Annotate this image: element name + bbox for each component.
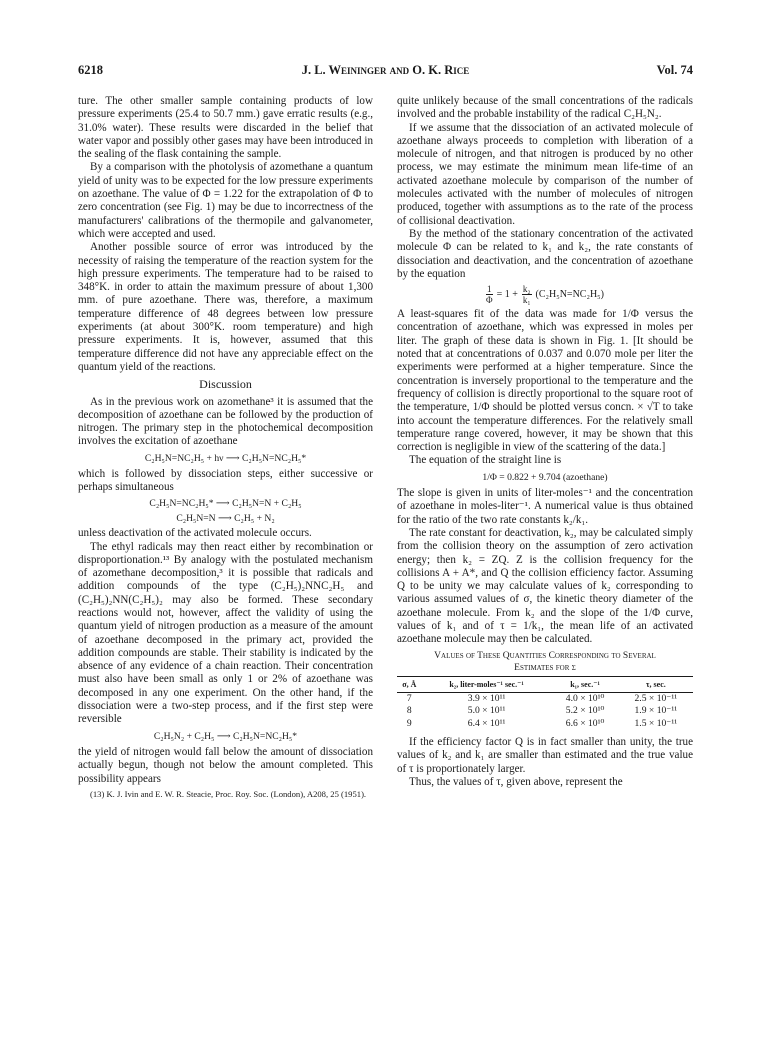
fraction-denominator: Φ [486, 295, 493, 306]
table-row [397, 692, 693, 705]
fraction-numerator: k₂ [522, 284, 531, 295]
volume-label: Vol. 74 [656, 63, 693, 77]
table-header: τ, sec. [619, 676, 693, 692]
equation-dissociation-2: C₂H₅N=N ⟶ C₂H₅ + N₂ [176, 512, 275, 524]
table-header-row [397, 676, 693, 692]
fraction-numerator: 1 [487, 284, 492, 295]
equation-stationary [397, 284, 693, 305]
table-cell: 3.9 × 10¹¹ [467, 692, 506, 704]
equation-dissociation-1: C₂H₅N=NC₂H₅* ⟶ C₂H₅N=N + C₂H₅ [149, 497, 302, 509]
table-header: σ, Å [397, 676, 422, 692]
paragraph: If the efficiency factor Q is in fact smaller than unity, the true values of k₂ and k₁ are smaller than estimated and the true value of τ is proportionately larger. [397, 736, 693, 775]
paragraph: which is followed by dissociation steps, either successive or perhaps simultaneous [78, 468, 373, 494]
table-cell: 7 [406, 692, 412, 704]
equation-rhs: (C₂H₅N=NC₂H₅) [535, 289, 604, 300]
running-header [78, 63, 693, 79]
paragraph: the yield of nitrogen would fall below the amount of dissociation actually begun, though not below the amount completed. This possibility appears [78, 745, 373, 785]
paragraph: Thus, the values of τ, given above, represent the [409, 775, 623, 788]
table-row [397, 705, 693, 717]
table-header: k₂, liter-moles⁻¹ sec.⁻¹ [422, 676, 552, 692]
table-caption-line: Estimates for σ [514, 662, 576, 673]
values-table [397, 676, 693, 731]
paragraph: The equation of the straight line is [409, 454, 562, 467]
table-cell: 6.4 × 10¹¹ [467, 717, 506, 729]
page-number: 6218 [78, 63, 103, 77]
paragraph: By the method of the stationary concentration of the activated molecule Φ can be related to k₁ and k₂, the rate constants of dissociation and deactivation, and the concentration of azoethane by the equation [397, 227, 693, 280]
paragraph: As in the previous work on azomethane³ it is assumed that the decomposition of azoethane can be followed by the production of nitrogen. The primary step in the photochemical decomposition involves the excitation of azoethane [78, 395, 373, 448]
table-cell: 8 [406, 705, 412, 717]
fraction-denominator: k₁ [522, 295, 531, 306]
table-cell: 1.5 × 10⁻¹¹ [634, 717, 678, 729]
paragraph: unless deactivation of the activated molecule occurs. [78, 527, 312, 540]
running-title: J. L. Weininger and O. K. Rice [301, 63, 470, 77]
table-caption-line: Values of These Quantities Corresponding to Several [434, 650, 656, 661]
equation-excitation: C₂H₅N=NC₂H₅ + hν ⟶ C₂H₅N=NC₂H₅* [144, 452, 307, 464]
paragraph: By a comparison with the photolysis of azomethane a quantum yield of unity was to be expected for the low pressure experiments on azoethane. The value of Φ = 1.22 for the extrapolation of Φ to zero concentration (see Fig. 1) may be due to incorrectness of the manufacturers' calibrations of the thermopile and galvanometer, which were accepted and used. [78, 161, 373, 240]
table-caption [397, 650, 693, 674]
table-cell: 5.2 × 10¹⁰ [565, 705, 605, 717]
footnote: (13) K. J. Ivin and E. W. R. Steacie, Proc. Roy. Soc. (London), A208, 25 (1951). [90, 788, 367, 799]
paragraph: ture. The other smaller sample containing products of low pressure experiments (25.4 to 50.7 mm.) gave erratic results (e.g., 31.0% water). These results were discarded in the belief that water vapor and possibly other gases may have been introduced in the sealing of the flask containing the sample. [78, 95, 373, 161]
table-cell: 2.5 × 10⁻¹¹ [634, 692, 678, 704]
left-column [78, 95, 373, 799]
right-column [397, 95, 693, 789]
table-cell: 9 [406, 717, 412, 729]
equation-straight-line: 1/Φ = 0.822 + 9.704 (azoethane) [482, 471, 608, 483]
section-heading: Discussion [199, 377, 252, 392]
paragraph: The rate constant for deactivation, k₂, may be calculated simply from the collision theory on the assumption of zero activation energy; then k₂ = ZQ. Z is the collision frequency for the collisions A + A*, and Q the collision efficiency factor. Assuming Q to be unity we may calculate values of k₂ corresponding to various assumed values of σ, the kinetic theory diameter of the azoethane molecule. From k₂ and the slope of the 1/Φ curve, values of k₁ and of τ = 1/k₁, the mean life of an activated azoethane molecule may then be calculated. [397, 526, 693, 646]
paragraph: A least-squares fit of the data was made for 1/Φ versus the concentration of azoethane, which was expressed in moles per liter. The graph of these data is shown in Fig. 1. [It should be noted that at concentrations of 0.037 and 0.070 mole per liter the experiments were performed at a higher temperature. Since the concentration is inversely proportional to the temperature and the frequency of collision is directly proportional to the square root of the temperature, 1/Φ should be plotted versus concn. × √T to take into account the temperature differences. For the relatively small temperature range covered, however, it may be shown that this correction is negligible in view of the scattering of the data.] [397, 308, 693, 454]
paragraph: The ethyl radicals may then react either by recombination or disproportionation.¹³ By analogy with the postulated mechanism of azomethane decomposition,³ it is possible that radicals and addition compounds of the type (C₂H₅)₂NNC₂H₅ and (C₂H₅)₂NN(C₂H₅)₂ may also be formed. These secondary reactions would not, however, affect the validity of using the quantum yield of nitrogen production as a measure of the amount of azoethane decomposed in the primary act, provided the addition compounds are stable. Their stability is indicated by the absence of any evidence of a chain reaction. Their concentration must also have been small as only 1 or 2% of azoethane was decomposed in any one experiment. On the other hand, if the dissociation were a two-step process, and if the first step were reversible [78, 540, 373, 726]
table-cell: 1.9 × 10⁻¹¹ [634, 705, 678, 717]
fraction-k2-over-k1 [522, 284, 532, 305]
paragraph: Another possible source of error was introduced by the necessity of raising the temperature of the reaction system for the high pressure experiments. The temperature had to be raised to 348°K. in order to attain the maximum pressure of about 1,300 mm. of pure azoethane. There was, therefore, a maximum temperature difference of 48 degrees between low pressure experiments (at about 300°K. room temperature) and high pressure experiments. It is, however, assumed that this temperature difference did not have any appreciable effect on the quantum yield of the reactions. [78, 241, 373, 373]
fraction-one-over-phi [486, 284, 493, 305]
table-row [397, 718, 693, 730]
paragraph: If we assume that the dissociation of an activated molecule of azoethane always proceeds to completion with liberation of a molecule of nitrogen, and that nitrogen is produced by no other process, we may estimate the minimum mean life-time of an activated azoethane molecule by comparison of the number of molecules activated with the number of molecules of nitrogen produced, together with assumptions as to the rate of the process of collisional deactivation. [397, 121, 693, 227]
table-cell: 5.0 × 10¹¹ [467, 705, 506, 717]
table-header: k₁, sec.⁻¹ [551, 676, 618, 692]
paragraph: quite unlikely because of the small concentrations of the radicals involved and the probable instability of the radical C₂H₅N₂. [397, 95, 693, 121]
paragraph: The slope is given in units of liter-moles⁻¹ and the concentration of azoethane in moles-liter⁻¹. A numerical value is thus obtained for the ratio of the two rate constants k₂/k₁. [397, 487, 693, 526]
equation-reverse-step: C₂H₅N₂ + C₂H₅ ⟶ C₂H₅N=NC₂H₅* [153, 730, 298, 742]
table-cell: 6.6 × 10¹⁰ [565, 717, 605, 729]
equation-middle: = 1 + [496, 289, 518, 300]
table-cell: 4.0 × 10¹⁰ [565, 692, 605, 704]
